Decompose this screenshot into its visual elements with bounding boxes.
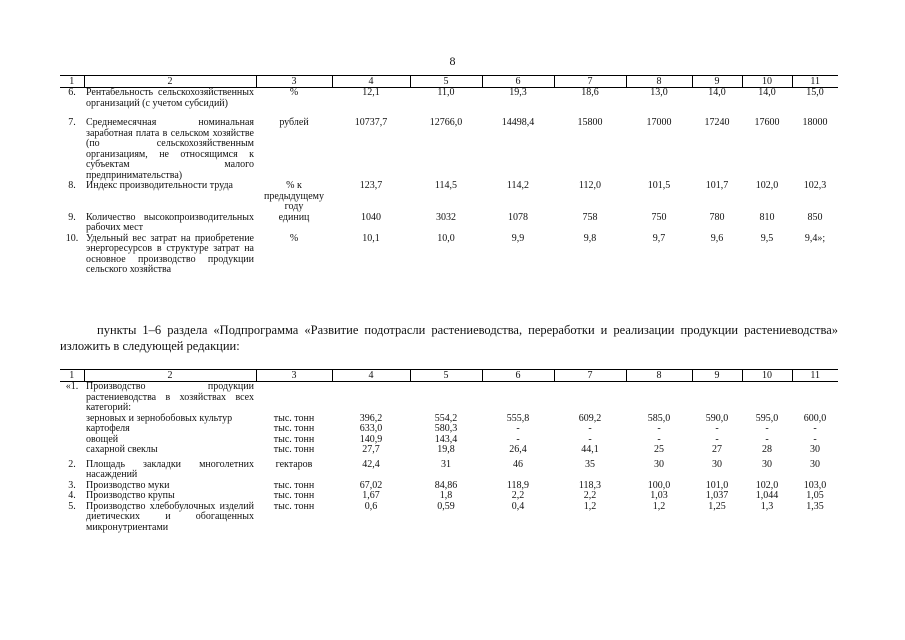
- column-header-cell: 5: [410, 76, 482, 88]
- value-cell: -: [516, 433, 520, 445]
- value-cell: 13,0: [650, 87, 668, 98]
- row-number: 2.: [68, 458, 76, 470]
- column-header-cell: 11: [792, 76, 838, 88]
- indicator-name: Производство продукции растениеводства в хозяйствах всех категорий:: [86, 381, 254, 413]
- column-header-cell: 10: [742, 76, 792, 88]
- value-cell: 1,05: [806, 490, 824, 501]
- value-cell: 114,2: [506, 180, 530, 191]
- value-cell: [626, 382, 692, 414]
- value-cell: 595,0: [755, 412, 779, 424]
- row-number: [60, 445, 84, 456]
- value-cell: 1,044: [755, 490, 779, 501]
- amendment-paragraph: пункты 1–6 раздела «Подпрограмма «Развитие подотрасли растениеводства, переработки и реализации продукции растениеводства» изложить в следующей редакции:: [60, 323, 838, 353]
- indicator-name: Рентабельность сельскохозяйственных организаций (с учетом субсидий): [86, 87, 254, 109]
- value-cell: 0,6: [364, 500, 378, 512]
- value-cell: -: [715, 423, 719, 434]
- table-row: [60, 445, 838, 456]
- unit-cell: гектаров: [275, 458, 313, 470]
- value-cell: 19,8: [437, 444, 455, 455]
- value-cell: 609,2: [578, 412, 602, 424]
- value-cell: 850: [807, 211, 823, 223]
- row-number: 7.: [68, 117, 76, 128]
- value-cell: -: [715, 433, 719, 445]
- row-number: 6.: [68, 87, 76, 98]
- value-cell: 27: [712, 444, 722, 455]
- value-cell: 12766,0: [429, 117, 463, 128]
- row-number: 3.: [68, 479, 76, 491]
- value-cell: 27,7: [362, 444, 380, 455]
- column-header-cell: 4: [332, 370, 410, 382]
- value-cell: 19,3: [509, 87, 527, 98]
- value-cell: 633,0: [359, 423, 383, 434]
- page-number: 8: [449, 54, 456, 68]
- value-cell: 143,4: [434, 433, 458, 445]
- indicator-name: Производство крупы: [86, 490, 175, 501]
- value-cell: 14498,4: [501, 117, 535, 128]
- indicator-name: Производство хлебобулочных изделий диетических и обогащенных микронутриентами: [86, 500, 254, 533]
- value-cell: 102,3: [803, 180, 827, 191]
- value-cell: -: [657, 423, 661, 434]
- row-number: [60, 424, 84, 435]
- value-cell: 10,1: [362, 232, 380, 244]
- value-cell: 1,67: [362, 490, 380, 501]
- value-cell: 2,2: [511, 490, 525, 501]
- value-cell: 14,0: [708, 87, 726, 98]
- value-cell: 1,3: [760, 500, 774, 512]
- unit-cell: рублей: [279, 117, 309, 128]
- value-cell: 123,7: [359, 180, 383, 191]
- indicator-name: Производство муки: [86, 479, 170, 491]
- value-cell: 25: [654, 444, 664, 455]
- value-cell: 554,2: [434, 412, 458, 424]
- value-cell: 9,9: [511, 232, 525, 244]
- value-cell: 10737,7: [354, 117, 388, 128]
- value-cell: 102,0: [755, 180, 779, 191]
- column-header-cell: 1: [60, 76, 84, 88]
- value-cell: 17600: [754, 117, 780, 128]
- value-cell: 140,9: [359, 433, 383, 445]
- value-cell: -: [516, 423, 520, 434]
- table-row: [60, 382, 838, 414]
- value-cell: 0,4: [511, 500, 525, 512]
- column-header-cell: 2: [84, 370, 256, 382]
- column-header-cell: 2: [84, 76, 256, 88]
- column-header-cell: 4: [332, 76, 410, 88]
- value-cell: 118,3: [578, 479, 602, 491]
- value-cell: 11,0: [437, 87, 455, 98]
- row-number: 10.: [65, 232, 79, 244]
- value-cell: 28: [762, 444, 772, 455]
- value-cell: -: [813, 423, 817, 434]
- indicators-table-1: [60, 75, 838, 276]
- indicator-name: Индекс производительности труда: [86, 180, 233, 191]
- value-cell: 15800: [577, 117, 603, 128]
- unit-cell: [256, 382, 332, 414]
- unit-cell: тыс. тонн: [273, 423, 315, 434]
- column-header-row: [60, 370, 838, 382]
- value-cell: 810: [759, 211, 775, 223]
- value-cell: 42,4: [362, 458, 380, 470]
- value-cell: 10,0: [437, 232, 455, 244]
- column-header-cell: 3: [256, 370, 332, 382]
- value-cell: 112,0: [578, 180, 602, 191]
- table-row: [60, 234, 838, 276]
- unit-cell: тыс. тонн: [273, 433, 315, 445]
- value-cell: 101,0: [705, 479, 729, 491]
- unit-cell: тыс. тонн: [273, 490, 315, 501]
- value-cell: 30: [810, 444, 820, 455]
- value-cell: 103,0: [803, 479, 827, 491]
- row-number: [60, 435, 84, 446]
- unit-cell: тыс. тонн: [273, 444, 315, 455]
- value-cell: [792, 382, 838, 414]
- value-cell: 1040: [361, 211, 381, 223]
- value-cell: 46: [513, 458, 523, 470]
- table-row: [60, 424, 838, 435]
- unit-cell: %: [289, 87, 299, 98]
- value-cell: 100,0: [647, 479, 671, 491]
- column-header-cell: 10: [742, 370, 792, 382]
- value-cell: 585,0: [647, 412, 671, 424]
- value-cell: 1,2: [583, 500, 597, 512]
- unit-cell: тыс. тонн: [273, 412, 315, 424]
- table-row: [60, 88, 838, 110]
- indicator-name: Площадь закладки многолетних насаждений: [86, 458, 254, 480]
- column-header-cell: 6: [482, 370, 554, 382]
- value-cell: [692, 382, 742, 414]
- value-cell: 31: [441, 458, 451, 470]
- value-cell: 1,35: [806, 500, 824, 512]
- column-header-cell: 5: [410, 370, 482, 382]
- value-cell: 9,7: [652, 232, 666, 244]
- value-cell: 30: [712, 458, 722, 470]
- value-cell: 9,6: [710, 232, 724, 244]
- value-cell: -: [588, 423, 592, 434]
- value-cell: 1,8: [439, 490, 453, 501]
- value-cell: 600,0: [803, 412, 827, 424]
- row-number: 4.: [68, 490, 76, 501]
- value-cell: 580,3: [434, 423, 458, 434]
- indicator-name: Количество высокопроизводительных рабочих мест: [86, 211, 254, 233]
- value-cell: 26,4: [509, 444, 527, 455]
- value-cell: -: [813, 433, 817, 445]
- value-cell: 3032: [436, 211, 456, 223]
- value-cell: 14,0: [758, 87, 776, 98]
- value-cell: 44,1: [581, 444, 599, 455]
- value-cell: 780: [709, 211, 725, 223]
- value-cell: 9,8: [583, 232, 597, 244]
- value-cell: 30: [810, 458, 820, 470]
- value-cell: 30: [762, 458, 772, 470]
- indicator-name: картофеля: [86, 423, 130, 434]
- row-number: 8.: [68, 180, 76, 191]
- value-cell: 1,25: [708, 500, 726, 512]
- unit-cell: единиц: [278, 211, 310, 223]
- value-cell: 1,037: [705, 490, 729, 501]
- column-header-cell: 7: [554, 370, 626, 382]
- value-cell: 555,8: [506, 412, 530, 424]
- value-cell: -: [588, 433, 592, 445]
- table-row: [60, 181, 838, 213]
- value-cell: 18,6: [581, 87, 599, 98]
- table-row: [60, 491, 838, 502]
- column-header-cell: 7: [554, 76, 626, 88]
- column-header-cell: 11: [792, 370, 838, 382]
- value-cell: 15,0: [806, 87, 824, 98]
- value-cell: [482, 382, 554, 414]
- indicator-name: Удельный вес затрат на приобретение энергоресурсов в структуре затрат на основное производство продукции сельского хозяйства: [86, 232, 254, 275]
- value-cell: 1078: [508, 211, 528, 223]
- value-cell: 35: [585, 458, 595, 470]
- value-cell: 0,59: [437, 500, 455, 512]
- value-cell: 118,9: [506, 479, 530, 491]
- value-cell: 2,2: [583, 490, 597, 501]
- value-cell: [554, 382, 626, 414]
- column-header-cell: 6: [482, 76, 554, 88]
- table-row: [60, 213, 838, 234]
- indicator-name: зерновых и зернобобовых культур: [86, 412, 233, 424]
- value-cell: 590,0: [705, 412, 729, 424]
- value-cell: 102,0: [755, 479, 779, 491]
- table-row: [60, 456, 838, 481]
- table-row: [60, 502, 838, 534]
- value-cell: -: [765, 423, 769, 434]
- column-header-cell: 8: [626, 76, 692, 88]
- column-header-cell: 1: [60, 370, 84, 382]
- table-row: [60, 109, 838, 181]
- column-header-cell: 9: [692, 76, 742, 88]
- value-cell: 114,5: [434, 180, 458, 191]
- value-cell: 9,4»;: [804, 232, 826, 244]
- column-header-row: [60, 76, 838, 88]
- indicators-table-2: [60, 369, 838, 533]
- value-cell: 67,02: [359, 479, 383, 491]
- value-cell: 750: [651, 211, 667, 223]
- value-cell: 101,5: [647, 180, 671, 191]
- indicator-name: Среднемесячная номинальная заработная плата в сельском хозяйстве (по сельскохозяйственным организациям, не относящимся к субъектам малого предпринимательства): [86, 117, 254, 181]
- value-cell: 12,1: [362, 87, 380, 98]
- column-header-cell: 8: [626, 370, 692, 382]
- value-cell: 101,7: [705, 180, 729, 191]
- value-cell: [332, 382, 410, 414]
- column-header-cell: 3: [256, 76, 332, 88]
- value-cell: -: [765, 433, 769, 445]
- row-number: 9.: [68, 211, 76, 223]
- value-cell: 9,5: [760, 232, 774, 244]
- column-header-cell: 9: [692, 370, 742, 382]
- value-cell: 30: [654, 458, 664, 470]
- value-cell: [742, 382, 792, 414]
- value-cell: 396,2: [359, 412, 383, 424]
- row-number: [60, 414, 84, 425]
- row-number: «1.: [65, 381, 79, 392]
- value-cell: 17000: [646, 117, 672, 128]
- value-cell: 1,03: [650, 490, 668, 501]
- value-cell: 1,2: [652, 500, 666, 512]
- indicator-name: сахарной свеклы: [86, 444, 158, 455]
- indicator-name: овощей: [86, 433, 119, 445]
- value-cell: 18000: [802, 117, 828, 128]
- unit-cell: тыс. тонн: [273, 479, 315, 491]
- value-cell: -: [657, 433, 661, 445]
- unit-cell: % к предыдущему году: [263, 180, 325, 212]
- unit-cell: %: [289, 232, 299, 244]
- value-cell: 84,86: [434, 479, 458, 491]
- value-cell: [410, 382, 482, 414]
- value-cell: 758: [582, 211, 598, 223]
- row-number: 5.: [68, 500, 76, 512]
- unit-cell: тыс. тонн: [273, 500, 315, 512]
- value-cell: 17240: [704, 117, 730, 128]
